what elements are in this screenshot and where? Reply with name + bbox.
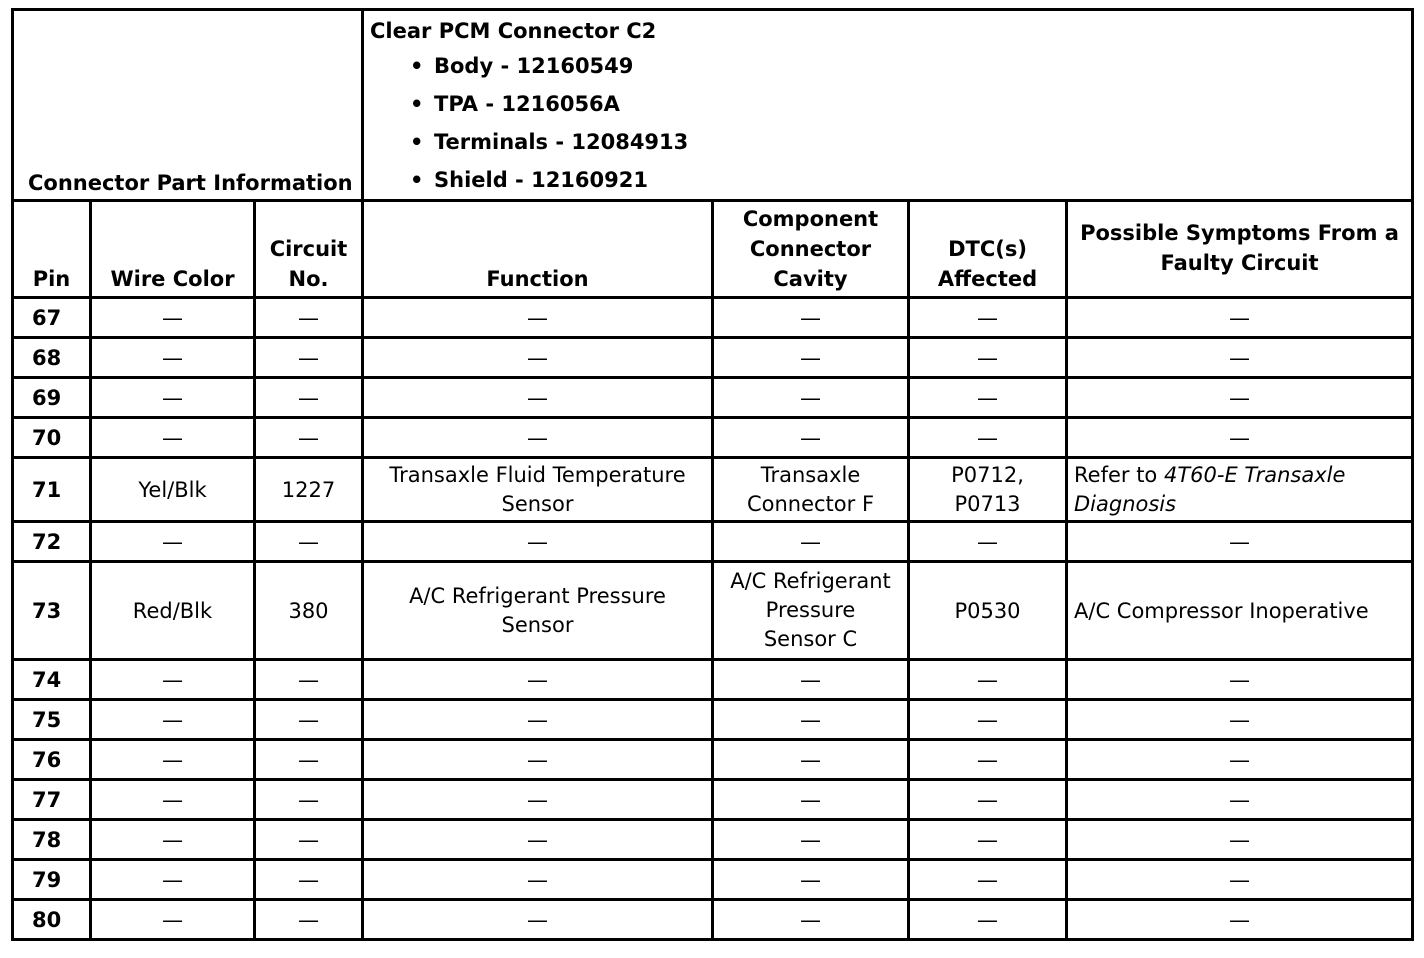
pin-cell [13, 338, 91, 378]
empty-cell [713, 418, 909, 458]
pin-number: 71 [32, 477, 62, 502]
dash-mark: — [527, 867, 548, 892]
wire-color-cell [91, 458, 255, 522]
dash-mark: — [1229, 787, 1251, 812]
pin-number: 77 [32, 787, 62, 812]
pcm-part-text: TPA - 1216056A [434, 92, 620, 116]
column-header-row [13, 201, 1413, 298]
empty-cell [255, 740, 363, 780]
symptoms-cell [1067, 458, 1413, 522]
pin-number: 76 [32, 747, 62, 772]
pcm-part-item [410, 161, 1403, 199]
empty-cell [713, 298, 909, 338]
empty-cell [255, 660, 363, 700]
dash-mark: — [1229, 345, 1251, 370]
wire-color-cell [91, 562, 255, 660]
empty-cell [713, 740, 909, 780]
empty-cell [909, 900, 1067, 940]
bullet-icon: • [410, 130, 424, 154]
dash-mark: — [162, 425, 183, 450]
dash-mark: — [298, 867, 319, 892]
table-row [13, 780, 1413, 820]
pin-cell [13, 522, 91, 562]
dash-mark: — [527, 827, 548, 852]
table-row [13, 378, 1413, 418]
dash-mark: — [1229, 827, 1251, 852]
dash-mark: — [1229, 667, 1251, 692]
pin-cell [13, 700, 91, 740]
dash-mark: — [527, 667, 548, 692]
empty-cell [363, 900, 713, 940]
dash-mark: — [1229, 867, 1251, 892]
dash-mark: — [977, 529, 998, 554]
dash-mark: — [800, 867, 821, 892]
empty-cell [909, 378, 1067, 418]
dash-mark: — [298, 907, 319, 932]
dash-mark: — [800, 707, 821, 732]
col-header-circuit: Circuit No. [255, 201, 363, 298]
empty-cell [91, 780, 255, 820]
pcm-part-item [410, 85, 1403, 123]
pcm-part-text: Terminals - 12084913 [434, 130, 689, 154]
dash-mark: — [298, 425, 319, 450]
table-row [13, 458, 1413, 522]
col-header-component-cavity: Component Connector Cavity [713, 201, 909, 298]
dash-mark: — [977, 907, 998, 932]
pin-number: 68 [32, 345, 62, 370]
empty-cell [909, 660, 1067, 700]
table-row [13, 900, 1413, 940]
pcm-part-list [370, 47, 1403, 199]
pcm-connector-title: Clear PCM Connector C2 [370, 19, 657, 43]
pin-cell [13, 418, 91, 458]
pin-cell [13, 458, 91, 522]
dtc-cell [909, 562, 1067, 660]
dash-mark: — [527, 747, 548, 772]
empty-cell [1067, 298, 1413, 338]
dash-mark: — [977, 787, 998, 812]
circuit-cell [255, 458, 363, 522]
empty-cell [91, 860, 255, 900]
pin-cell [13, 660, 91, 700]
dash-mark: — [977, 667, 998, 692]
dash-mark: — [162, 667, 183, 692]
empty-cell [713, 700, 909, 740]
empty-cell [363, 298, 713, 338]
dash-mark: — [162, 385, 183, 410]
component-cell [713, 562, 909, 660]
dash-mark: — [800, 529, 821, 554]
pin-number: 72 [32, 529, 62, 554]
dash-mark: — [800, 385, 821, 410]
col-header-wire-color: Wire Color [91, 201, 255, 298]
dash-mark: — [298, 529, 319, 554]
pin-cell [13, 780, 91, 820]
empty-cell [713, 780, 909, 820]
pin-number: 70 [32, 425, 62, 450]
pcm-part-text: Body - 12160549 [434, 54, 634, 78]
dash-mark: — [800, 907, 821, 932]
empty-cell [909, 740, 1067, 780]
dash-mark: — [977, 425, 998, 450]
empty-cell [91, 700, 255, 740]
empty-cell [1067, 378, 1413, 418]
component-line: Connector F [746, 491, 875, 516]
empty-cell [255, 780, 363, 820]
dash-mark: — [298, 707, 319, 732]
empty-cell [363, 338, 713, 378]
col-header-dtc: DTC(s) Affected [909, 201, 1067, 298]
function-line: Sensor [501, 612, 574, 637]
table-row [13, 562, 1413, 660]
empty-cell [1067, 820, 1413, 860]
pin-rows [13, 298, 1413, 940]
empty-cell [255, 700, 363, 740]
dash-mark: — [298, 667, 319, 692]
empty-cell [363, 418, 713, 458]
empty-cell [91, 900, 255, 940]
empty-cell [91, 820, 255, 860]
empty-cell [363, 740, 713, 780]
dash-mark: — [162, 345, 183, 370]
dash-mark: — [298, 385, 319, 410]
pin-number: 75 [32, 707, 62, 732]
empty-cell [91, 378, 255, 418]
dash-mark: — [977, 305, 998, 330]
dash-mark: — [298, 827, 319, 852]
dash-mark: — [162, 747, 183, 772]
pin-number: 79 [32, 867, 62, 892]
dash-mark: — [800, 667, 821, 692]
dash-mark: — [800, 305, 821, 330]
table-row [13, 700, 1413, 740]
empty-cell [363, 780, 713, 820]
dash-mark: — [977, 827, 998, 852]
empty-cell [91, 338, 255, 378]
wire-color: Red/Blk [132, 598, 213, 623]
empty-cell [1067, 740, 1413, 780]
empty-cell [1067, 780, 1413, 820]
empty-cell [909, 820, 1067, 860]
empty-cell [909, 338, 1067, 378]
dash-mark: — [527, 385, 548, 410]
dash-mark: — [162, 529, 183, 554]
pin-cell [13, 562, 91, 660]
col-header-symptoms: Possible Symptoms From a Faulty Circuit [1067, 201, 1413, 298]
empty-cell [255, 298, 363, 338]
function-cell [363, 458, 713, 522]
empty-cell [91, 740, 255, 780]
empty-cell [909, 298, 1067, 338]
dtc-cell [909, 458, 1067, 522]
table-row [13, 418, 1413, 458]
empty-cell [255, 378, 363, 418]
symptoms-cell [1067, 562, 1413, 660]
dash-mark: — [527, 345, 548, 370]
bullet-icon: • [410, 54, 424, 78]
pin-cell [13, 860, 91, 900]
table-row [13, 522, 1413, 562]
pin-cell [13, 378, 91, 418]
table-row [13, 820, 1413, 860]
empty-cell [1067, 700, 1413, 740]
component-line: Sensor C [763, 627, 858, 651]
dash-mark: — [527, 305, 548, 330]
empty-cell [91, 522, 255, 562]
empty-cell [255, 820, 363, 860]
dash-mark: — [800, 747, 821, 772]
empty-cell [255, 418, 363, 458]
dash-mark: — [298, 345, 319, 370]
pin-number: 73 [32, 598, 62, 623]
function-line: A/C Refrigerant Pressure [409, 583, 666, 608]
dash-mark: — [298, 747, 319, 772]
table-row [13, 740, 1413, 780]
component-cell [713, 458, 909, 522]
dash-mark: — [800, 827, 821, 852]
dash-mark: — [162, 827, 183, 852]
dtc-code: P0530 [954, 598, 1021, 623]
empty-cell [91, 660, 255, 700]
component-line: Pressure [765, 598, 856, 622]
dash-mark: — [1229, 747, 1251, 772]
dash-mark: — [162, 787, 183, 812]
dash-mark: — [527, 529, 548, 554]
col-header-pin: Pin [13, 201, 91, 298]
empty-cell [1067, 418, 1413, 458]
dash-mark: — [977, 867, 998, 892]
bullet-icon: • [410, 168, 424, 192]
function-line: Sensor [501, 491, 574, 516]
empty-cell [713, 660, 909, 700]
dash-mark: — [527, 787, 548, 812]
circuit-number: 1227 [281, 477, 336, 502]
header-info-row [13, 10, 1413, 201]
symptoms-text: Refer to [1074, 462, 1158, 487]
empty-cell [363, 522, 713, 562]
empty-cell [363, 378, 713, 418]
pin-number: 74 [32, 667, 62, 692]
col-header-function: Function [363, 201, 713, 298]
dash-mark: — [800, 787, 821, 812]
empty-cell [363, 820, 713, 860]
empty-cell [909, 522, 1067, 562]
empty-cell [909, 860, 1067, 900]
dash-mark: — [977, 707, 998, 732]
dash-mark: — [162, 305, 183, 330]
empty-cell [713, 820, 909, 860]
empty-cell [1067, 860, 1413, 900]
empty-cell [713, 378, 909, 418]
empty-cell [363, 660, 713, 700]
dash-mark: — [977, 385, 998, 410]
empty-cell [1067, 522, 1413, 562]
table-row [13, 660, 1413, 700]
empty-cell [91, 418, 255, 458]
dash-mark: — [1229, 305, 1251, 330]
dash-mark: — [1229, 425, 1251, 450]
dash-mark: — [162, 707, 183, 732]
wire-color: Yel/Blk [138, 477, 207, 502]
pin-cell [13, 298, 91, 338]
pin-cell [13, 820, 91, 860]
empty-cell [363, 700, 713, 740]
symptoms-text: A/C Compressor Inoperative [1074, 598, 1369, 623]
empty-cell [255, 522, 363, 562]
pin-number: 78 [32, 827, 62, 852]
empty-cell [713, 522, 909, 562]
empty-cell [255, 338, 363, 378]
empty-cell [713, 900, 909, 940]
function-line: Transaxle Fluid Temperature [389, 462, 686, 487]
dash-mark: — [800, 425, 821, 450]
empty-cell [255, 860, 363, 900]
dash-mark: — [162, 867, 183, 892]
dash-mark: — [527, 707, 548, 732]
empty-cell [713, 338, 909, 378]
empty-cell [909, 780, 1067, 820]
function-cell [363, 562, 713, 660]
pin-number: 67 [32, 305, 62, 330]
diagnosis-reference: Diagnosis [1074, 491, 1177, 516]
dash-mark: — [977, 747, 998, 772]
empty-cell [1067, 900, 1413, 940]
empty-cell [909, 700, 1067, 740]
empty-cell [1067, 660, 1413, 700]
pin-cell [13, 900, 91, 940]
dash-mark: — [527, 425, 548, 450]
dash-mark: — [800, 345, 821, 370]
dash-mark: — [977, 345, 998, 370]
table-row [13, 338, 1413, 378]
component-line: A/C Refrigerant [730, 569, 891, 593]
dash-mark: — [1229, 385, 1251, 410]
pcm-connector-info [363, 10, 1413, 201]
dash-mark: — [162, 907, 183, 932]
table-row [13, 860, 1413, 900]
empty-cell [1067, 338, 1413, 378]
empty-cell [713, 860, 909, 900]
dash-mark: — [1229, 529, 1251, 554]
dtc-code: P0713 [954, 491, 1021, 516]
pin-number: 80 [32, 907, 62, 932]
dash-mark: — [1229, 907, 1251, 932]
connector-table [11, 8, 1414, 941]
dash-mark: — [527, 907, 548, 932]
dash-mark: — [298, 305, 319, 330]
empty-cell [909, 418, 1067, 458]
empty-cell [255, 900, 363, 940]
bullet-icon: • [410, 92, 424, 116]
component-line: Transaxle [760, 462, 861, 487]
dash-mark: — [298, 787, 319, 812]
empty-cell [363, 860, 713, 900]
pcm-part-text: Shield - 12160921 [434, 168, 648, 192]
pin-number: 69 [32, 385, 62, 410]
circuit-cell [255, 562, 363, 660]
pcm-part-item [410, 47, 1403, 85]
dtc-code: P0712, [951, 462, 1024, 487]
diagnosis-reference: 4T60-E Transaxle [1163, 462, 1346, 487]
pin-cell [13, 740, 91, 780]
connector-part-info-label: Connector Part Information [13, 10, 363, 201]
circuit-number: 380 [288, 598, 329, 623]
empty-cell [91, 298, 255, 338]
table-row [13, 298, 1413, 338]
dash-mark: — [1229, 707, 1251, 732]
pcm-part-item [410, 123, 1403, 161]
